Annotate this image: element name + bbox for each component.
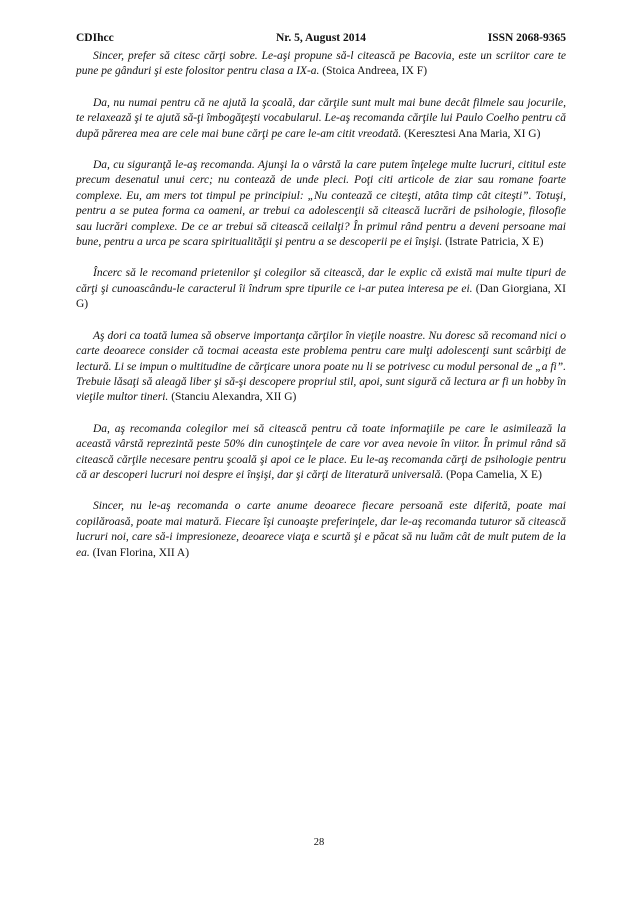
answer-author: (Dan Giorgiana, XI G) — [76, 282, 566, 311]
answer-author: (Stoica Andreea, IX F) — [319, 65, 428, 78]
answer-text: Da, aş recomanda colegilor mei să citească pentru că toate informaţiile pe care le asimilează la această vârstă reprezintă peste 50% din cunoştinţele de care vor avea nevoie în viitor. În primul rând să citească cărţile necesare pentru şcoală şi apoi ce le place. Eu le-aş recomanda cărţi de psihologie pentru că ar descoperi lucruri noi despre ei înşişi, dar şi cărţi de literatură universală. — [76, 422, 566, 481]
answer-text: Da, nu numai pentru că ne ajută la şcoală, dar cărţile sunt mult mai bune decât filmele sau jocurile, te relaxează şi te ajută să-ţi îmbogăţeşti vocabularul. Le-aş recomanda cărţile lui Paulo Coelho pentru că după părerea mea are cele mai bune cărţi pe care le-am citit vreodată. — [76, 96, 566, 140]
student-answer-paragraph — [76, 158, 566, 250]
answer-author: (Keresztesi Ana Maria, XI G) — [401, 127, 541, 140]
answer-text: Da, cu siguranţă le-aş recomanda. Ajunşi la o vârstă la care putem înţelege multe lucruri, cititul este precum desenatul unui cerc; nu contează de unde pleci. Poţi citi articole de ziar sau romane foarte complexe. Eu, am mers tot timpul pe principiul: „Nu contează ce citeşti, atâta timp cât citeşti”. Totuşi, pentru a se putea forma ca oameni, ar trebui ca adolescenţii să citească lucrări de psihologie, filosofie sau lucrări complexe. De ce ar trebui să citească ceilalţi? În primul rând pentru a deveni persoane mai bune, pentru a urca pe scara spiritualităţii şi pentru a se descoperii pe ei înşişi. — [76, 159, 566, 249]
student-answer-paragraph — [76, 329, 566, 406]
answer-author: (Popa Camelia, X E) — [443, 468, 542, 481]
student-answer-paragraph — [76, 422, 566, 484]
answer-text: Încerc să le recomand prietenilor şi colegilor să citească, dar le explic că există mai multe tipuri de cărţi şi cunoascându-le caracterul îi îndrum spre tipurile ce i-ar putea interesa pe ei. — [76, 267, 566, 295]
student-answer-paragraph — [76, 499, 566, 561]
answer-author: (Ivan Florina, XII A) — [89, 546, 190, 559]
issue-info: Nr. 5, August 2014 — [276, 32, 366, 44]
answer-author: (Istrate Patricia, X E) — [442, 236, 544, 249]
page-number: 28 — [313, 837, 325, 848]
student-answer-paragraph — [76, 96, 566, 142]
answer-author: (Stanciu Alexandra, XII G) — [168, 391, 297, 404]
answer-text: Sincer, nu le-aş recomanda o carte anume deoarece fiecare persoană este diferită, poate mai copilăroasă, poate mai matură. Fiecare îşi cunoaşte preferinţele, dar le-aş recomanda tuturor să citească lucruri noi, care să-i impresioneze, deoarece viaţa e scurtă şi e păcat să nu luăm cât de mult putem de la ea. — [76, 500, 566, 559]
answer-text: Aş dori ca toată lumea să observe importanţa cărţilor în vieţile noastre. Nu doresc să recomand nici o carte deoarece consider că tocmai aceasta este problema pentru care mulţi adolescenţi sunt scârbiţi de lectură. Li se impun o multitudine de cărţicare unora poate nu li se potrivesc cu modul personal de „a fi”. Trebuie lăsaţi să aleagă liber şi să-şi descopere propriul stil, apoi, sunt sigură că lectura ar fi un hobby în vieţile multor tineri. — [76, 329, 566, 404]
page-header — [76, 32, 566, 48]
journal-name: CDIhcc — [76, 32, 114, 44]
student-answer-paragraph — [76, 266, 566, 312]
student-answer-paragraph — [76, 49, 566, 80]
issn: ISSN 2068-9365 — [487, 32, 566, 44]
answer-text: Sincer, prefer să citesc cărţi sobre. Le-aşi propune să-l citească pe Bacovia, este un scriitor care te pune pe gânduri şi este folositor pentru clasa a IX-a. — [76, 50, 566, 78]
article-body — [76, 49, 566, 577]
